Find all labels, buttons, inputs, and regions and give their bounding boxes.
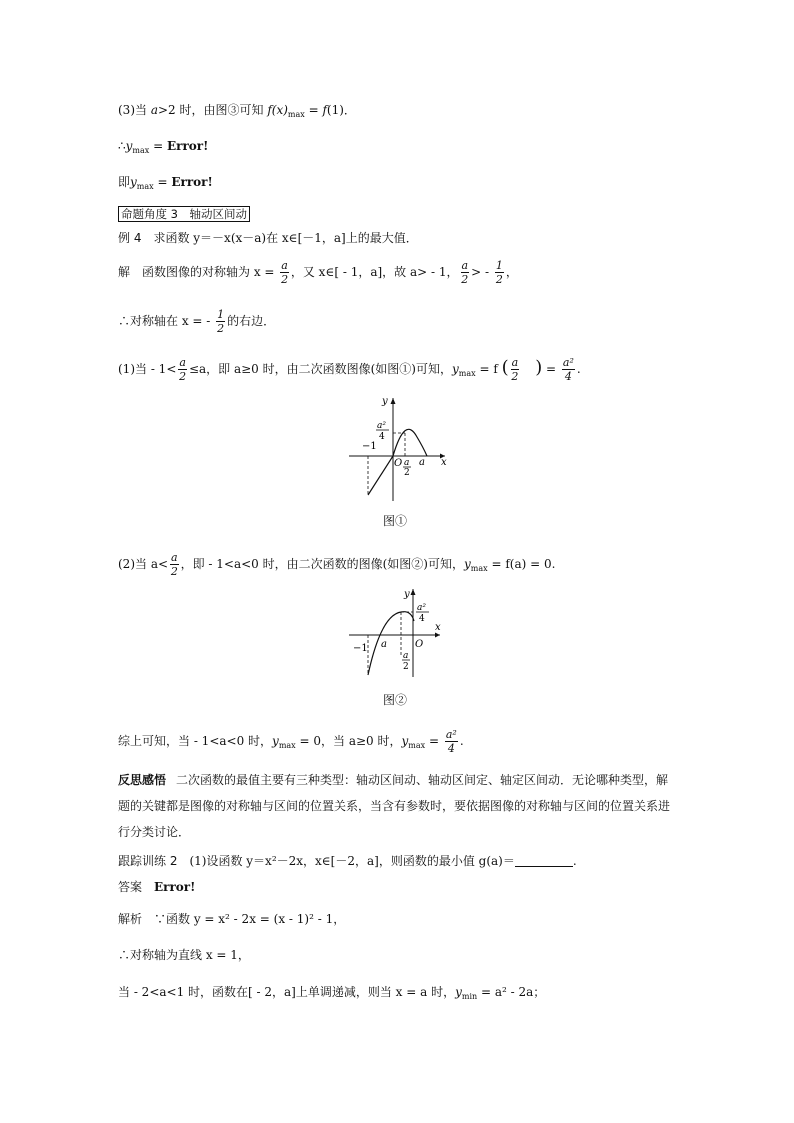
figure-1-caption: 图① [383,514,408,528]
reflection-paragraph [118,767,680,845]
text: (2)当 a< [118,557,169,571]
subscript: max [470,564,488,573]
text: ∴对称轴在 x = - [118,314,215,328]
training-text: (1)设函数 y＝x²－2x，x∈[－2，a]，则函数的最小值 g(a)＝ [177,854,515,868]
var-y: y [401,734,409,748]
subscript: max [132,146,150,155]
text: ，又 x∈[ - 1，a]，故 a> - 1， [290,265,459,279]
text: = [149,139,167,153]
text: 综上可知，当 - 1<a<0 时， [118,734,273,748]
label-origin: O [415,639,424,650]
analysis-label: 解析 [118,912,143,926]
figure-2-graph [345,585,445,680]
text: ≤a，即 a≥0 时，由二次函数图像(如图①)可知， [188,362,452,376]
text: = [542,362,560,376]
text: = [425,734,443,748]
reflection-text: 二次函数的最值主要有三种类型：轴动区间动、轴动区间定、轴定区间动．无论哪种类型，解题的关键都是图像的对称轴与区间的位置关系，当含有参数时，要依据图像的对称轴与区间的位置关系进行分类讨论． [118,773,671,839]
label-origin: O [394,458,403,469]
reflection-title: 反思感悟 [118,773,167,787]
text: 函数图像的对称轴为 x = [130,265,279,279]
numerator: a² [445,728,457,741]
subscript: max [278,741,296,750]
section-title-text: 命题角度 3 轴动区间动 [118,206,250,222]
text: ∴对称轴为直线 x = 1， [118,948,250,962]
summary-line [118,728,464,759]
var-y: y [455,985,462,999]
label-top-den: 4 [379,432,385,442]
example-label: 例 4 [118,231,142,245]
denominator: 2 [217,322,225,335]
text: > - [471,265,493,279]
text: 即 [118,175,131,189]
var-x: (x) [271,103,288,117]
label-top-num: a² [417,603,426,613]
label-y: y [382,396,388,407]
subscript: max [287,110,305,119]
label-top-num: a² [377,421,386,431]
numerator: a [179,356,186,369]
last-line [118,984,545,1005]
label-neg1: −1 [362,441,377,452]
denominator: 2 [511,370,519,383]
var-y: y [130,175,137,189]
subscript: max [136,182,154,191]
text: >2 时，由图③可知 [157,103,268,117]
example-4 [118,230,418,246]
label-y: y [404,589,410,600]
text: . [572,854,577,868]
subscript: max [458,369,476,378]
fraction [216,308,225,335]
y-axis-arrow [391,398,396,404]
label-a-over-2-den: 2 [403,662,409,672]
numerator: a [171,551,178,564]
numerator: a [281,259,288,272]
case2-line [118,551,555,582]
text: (1)当 - 1< [118,362,177,376]
training-label: 跟踪训练 2 [118,854,178,868]
label-a: a [381,639,387,650]
therefore-symbol: ∴ [118,139,126,153]
text: 的右边． [227,314,276,328]
label-a: a [419,457,425,468]
answer-blank [515,854,573,867]
right-paren: ) [535,357,543,378]
fraction [178,356,187,383]
denominator: 2 [179,370,187,383]
x-axis-arrow [435,633,440,638]
label-neg1: −1 [353,643,368,654]
var-f: f [322,103,327,117]
answer-value: Error! [142,880,196,894]
text: ，即 - 1<a<0 时，由二次函数的图像(如图②)可知， [180,557,464,571]
case3-line [118,102,356,123]
text: (3)当 [118,103,151,117]
var-y: y [451,362,459,376]
fraction [280,259,289,286]
text: = 0，当 a≥0 时， [295,734,402,748]
subscript: min [461,992,478,1001]
analysis-text: ∵函数 y = x² - 2x = (x - 1)² - 1， [142,912,346,926]
fraction [562,356,575,383]
var-y: y [464,557,471,571]
training-line [118,853,577,869]
subscript: max [408,741,426,750]
text: ， [505,265,518,279]
text: = a² - 2a； [477,985,546,999]
fraction [170,551,179,578]
denominator: 4 [447,742,455,755]
solution-label: 解 [118,265,131,279]
section-title [118,206,250,222]
axis-line-2 [118,947,250,963]
solution-line [118,259,518,286]
figure-1-graph [345,393,450,503]
fraction [511,356,520,383]
text: = [153,175,172,189]
analysis-line [118,911,345,927]
label-x: x [435,622,441,633]
var-f: f [267,103,272,117]
numerator: a [511,356,519,369]
label-a-over-2-num: a [403,651,409,661]
text: . [459,734,464,748]
case1-line [118,355,581,387]
figure-2-caption: 图② [383,693,408,707]
var-y: y [272,734,279,748]
text: = f [475,362,502,376]
denominator: 4 [564,370,572,383]
text: 当 - 2<a<1 时，函数在[ - 2，a]上单调递减，则当 x = a 时， [118,985,456,999]
text: = f(a) = 0. [487,557,556,571]
axis-right-line [118,308,275,335]
error-text: Error! [166,139,209,153]
ymax-error-line [118,138,208,159]
answer-label: 答案 [118,880,143,894]
ymax-error-line-2 [118,174,213,195]
label-x: x [441,457,447,468]
answer-line [118,879,195,895]
fraction [495,259,504,286]
left-paren: ( [501,357,509,378]
numerator: 1 [217,308,225,321]
var-a: a [150,103,158,117]
label-a-over-2-num: a [404,458,410,468]
label-a-over-2-den: 2 [404,468,410,478]
denominator: 2 [461,273,469,286]
numerator: a² [562,356,574,369]
denominator: 2 [281,273,289,286]
numerator: 1 [495,259,503,272]
numerator: a [461,259,469,272]
text: (1)． [326,103,356,117]
text: = [304,103,323,117]
error-text: Error! [171,175,213,189]
fraction [461,259,470,286]
example-text: 求函数 y＝－x(x－a)在 x∈[－1，a]上的最大值． [141,231,418,245]
denominator: 2 [170,565,178,578]
fraction [445,728,458,755]
var-y: y [125,139,133,153]
text: . [576,362,581,376]
denominator: 2 [495,273,503,286]
label-top-den: 4 [419,614,425,624]
y-axis-arrow [411,589,416,595]
